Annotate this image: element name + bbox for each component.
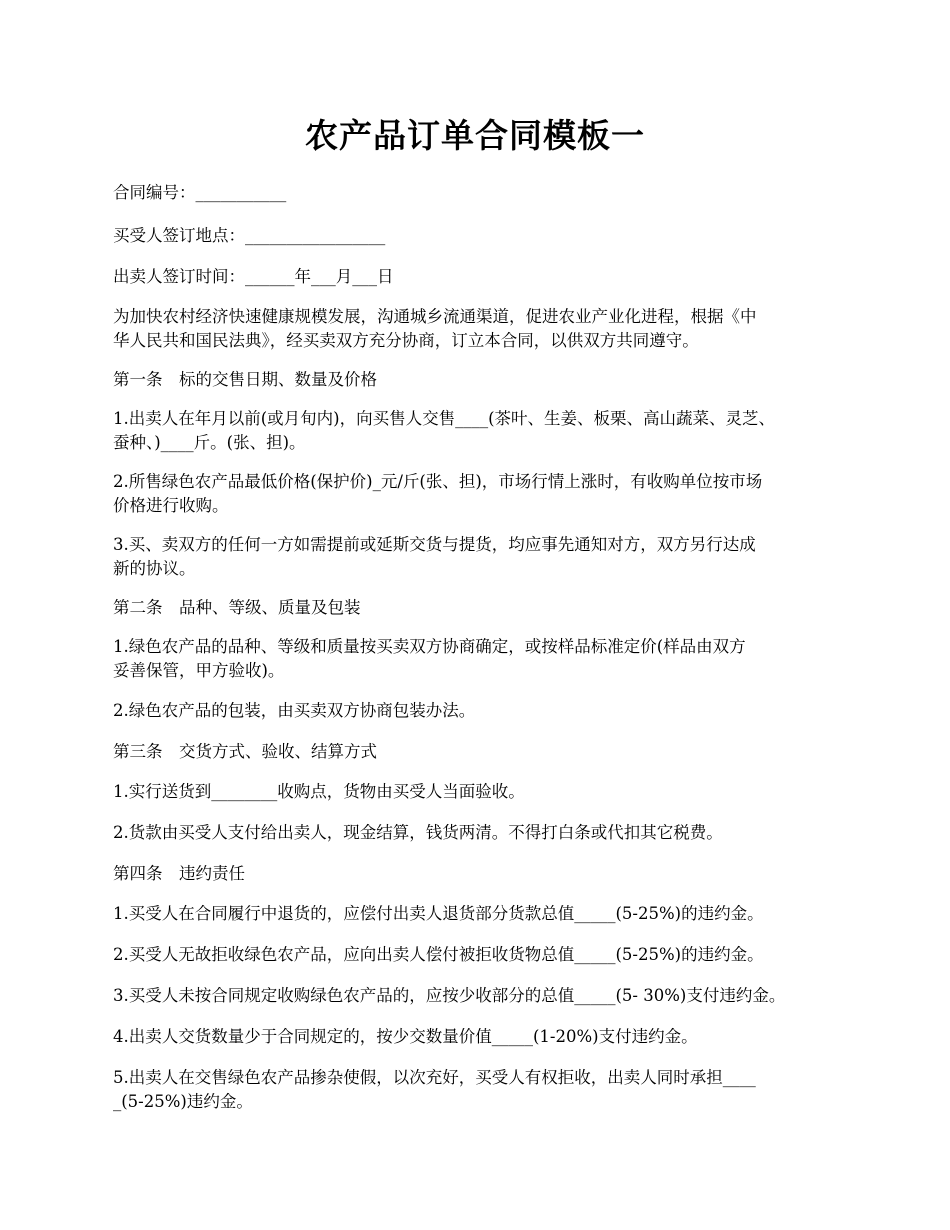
seller-signing-time-line [113, 265, 848, 289]
article-3-clause-1 [113, 780, 848, 804]
article-2-heading [113, 596, 848, 620]
article-4-heading [113, 862, 848, 886]
document-title: 农产品订单合同模板一 [305, 116, 645, 155]
line-text: 2.货款由买受人支付给出卖人，现金结算，钱货两清。不得打白条或代扣其它税费。 [113, 823, 723, 842]
article-1-clause-3 [113, 533, 848, 581]
line-text: 4.出卖人交货数量少于合同规定的，按少交数量价值_____(1-20%)支付违约金。 [113, 1027, 698, 1046]
article-1-heading [113, 368, 848, 392]
line-text: 5.出卖人在交售绿色农产品掺杂使假，以次充好，买受人有权拒收，出卖人同时承担____ [113, 1068, 756, 1087]
line-text: 第四条 违约责任 [113, 864, 245, 883]
line-text: 买受人签订地点：_________________ [113, 226, 386, 245]
line-text: 2.买受人无故拒收绿色农产品，应向出卖人偿付被拒收货物总值_____(5-25%)的违约金。 [113, 945, 764, 964]
article-4-clause-4 [113, 1025, 848, 1049]
article-3-clause-2 [113, 821, 848, 845]
article-4-clause-5 [113, 1066, 848, 1114]
line-text: 3.买受人未按合同规定收购绿色农产品的，应按少收部分的总值_____(5- 30%)支付违约金。 [113, 986, 786, 1005]
line-text: 出卖人签订时间：______年___月___日 [113, 267, 394, 286]
line-text: 蚕种、)____斤。(张、担)。 [113, 433, 306, 452]
article-2-clause-2 [113, 699, 848, 723]
article-1-clause-2 [113, 470, 848, 518]
line-text: 新的协议。 [113, 559, 196, 578]
article-4-clause-2 [113, 943, 848, 967]
line-text: _(5-25%)违约金。 [113, 1092, 253, 1111]
line-text: 为加快农村经济快速健康规模发展，沟通城乡流通渠道，促进农业产业化进程，根据《中 [113, 307, 757, 326]
line-text: 华人民共和国民法典》，经买卖双方充分协商，订立本合同，以供双方共同遵守。 [113, 331, 699, 350]
line-text: 1.绿色农产品的品种、等级和质量按买卖双方协商确定，或按样品标准定价(样品由双方 [113, 637, 746, 656]
preamble-paragraph [113, 305, 848, 353]
line-text: 1.实行送货到________收购点，货物由买受人当面验收。 [113, 782, 525, 801]
article-1-clause-1 [113, 407, 848, 455]
line-text: 1.买受人在合同履行中退货的，应偿付出卖人退货部分货款总值_____(5-25%)的违约金。 [113, 904, 764, 923]
line-text: 1.出卖人在年月以前(或月旬内)，向买售人交售____(茶叶、生姜、板栗、高山蔬菜、灵芝、 [113, 409, 776, 428]
article-3-heading [113, 740, 848, 764]
line-text: 妥善保管，甲方验收)。 [113, 661, 285, 680]
line-text: 第三条 交货方式、验收、结算方式 [113, 742, 377, 761]
article-4-clause-3 [113, 984, 848, 1008]
line-text: 第二条 品种、等级、质量及包装 [113, 598, 361, 617]
line-text: 2.绿色农产品的包装，由买卖双方协商包装办法。 [113, 701, 476, 720]
article-4-clause-1 [113, 902, 848, 926]
buyer-signing-place-line [113, 224, 848, 248]
article-2-clause-1 [113, 635, 848, 683]
line-text: 价格进行收购。 [113, 496, 229, 515]
line-text: 第一条 标的交售日期、数量及价格 [113, 370, 377, 389]
line-text: 2.所售绿色农产品最低价格(保护价)_元/斤(张、担)，市场行情上涨时，有收购单位按市场 [113, 472, 763, 491]
contract-number-line [113, 181, 848, 205]
line-text: 合同编号：___________ [113, 183, 287, 202]
line-text: 3.买、卖双方的任何一方如需提前或延斯交货与提货，均应事先通知对方，双方另行达成 [113, 535, 756, 554]
